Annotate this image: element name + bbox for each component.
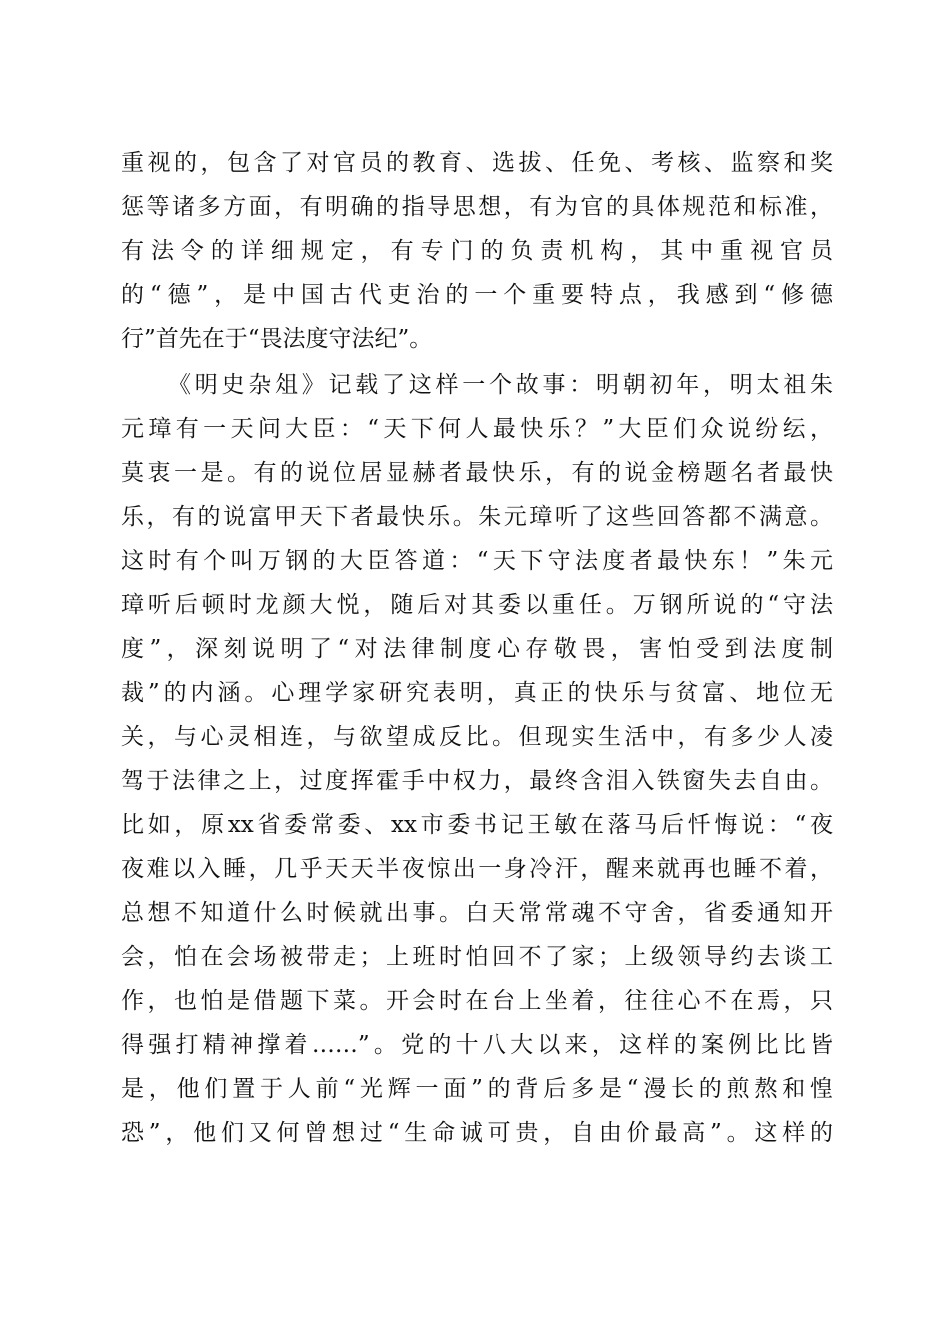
paragraph-2-line-14: 会，怕在会场被带走；上班时怕回不了家；上级领导约去谈工	[121, 944, 833, 970]
paragraph-2-line-2: 元璋有一天问大臣：“天下何人最快乐？”大臣们众说纷纭，	[121, 416, 833, 442]
paragraph-2-line-6: 璋听后顿时龙颜大悦，随后对其委以重任。万钢所说的“守法	[121, 592, 833, 618]
paragraph-2-line-10: 驾于法律之上，过度挥霍手中权力，最终含泪入铁窗失去自由。	[121, 768, 833, 794]
paragraph-2-line-13: 总想不知道什么时候就出事。白天常常魂不守舍，省委通知开	[121, 900, 833, 926]
paragraph-2-line-8: 裁”的内涵。心理学家研究表明，真正的快乐与贫富、地位无	[121, 680, 833, 706]
paragraph-2-line-12: 夜难以入睡，几乎天天半夜惊出一身冷汗，醒来就再也睡不着，	[121, 856, 833, 882]
paragraph-1-line-5: 行”首先在于“畏法度守法纪”。	[121, 326, 433, 352]
paragraph-2-line-16: 得强打精神撑着……”。党的十八大以来，这样的案例比比皆	[121, 1032, 833, 1058]
paragraph-2-line-18: 恐”，他们又何曾想过“生命诚可贵，自由价最高”。这样的	[121, 1120, 833, 1146]
paragraph-2-line-9: 关，与心灵相连，与欲望成反比。但现实生活中，有多少人凌	[121, 724, 833, 750]
paragraph-2-line-17: 是，他们置于人前“光辉一面”的背后多是“漫长的煎熬和惶	[121, 1076, 833, 1102]
paragraph-2-line-4: 乐，有的说富甲天下者最快乐。朱元璋听了这些回答都不满意。	[121, 504, 833, 530]
paragraph-1-line-1: 重视的，包含了对官员的教育、选拔、任免、考核、监察和奖	[121, 150, 833, 176]
paragraph-2-line-5: 这时有个叫万钢的大臣答道：“天下守法度者最快东！”朱元	[121, 548, 833, 574]
paragraph-2-line-1: 《明史杂俎》记载了这样一个故事：明朝初年，明太祖朱	[168, 372, 833, 398]
paragraph-2-line-11: 比如，原xx省委常委、xx市委书记王敏在落马后忏悔说：“夜	[121, 812, 833, 838]
paragraph-2-line-15: 作，也怕是借题下菜。开会时在台上坐着，往往心不在焉，只	[121, 988, 833, 1014]
paragraph-1-line-3: 有法令的详细规定，有专门的负责机构，其中重视官员	[121, 238, 833, 264]
paragraph-1-line-4: 的“德”，是中国古代吏治的一个重要特点，我感到“修德	[121, 282, 833, 308]
paragraph-2-line-3: 莫衷一是。有的说位居显赫者最快乐，有的说金榜题名者最快	[121, 460, 833, 486]
paragraph-1-line-2: 惩等诸多方面，有明确的指导思想，有为官的具体规范和标准，	[121, 194, 833, 220]
paragraph-2-line-7: 度”，深刻说明了“对法律制度心存敬畏，害怕受到法度制	[121, 636, 833, 662]
